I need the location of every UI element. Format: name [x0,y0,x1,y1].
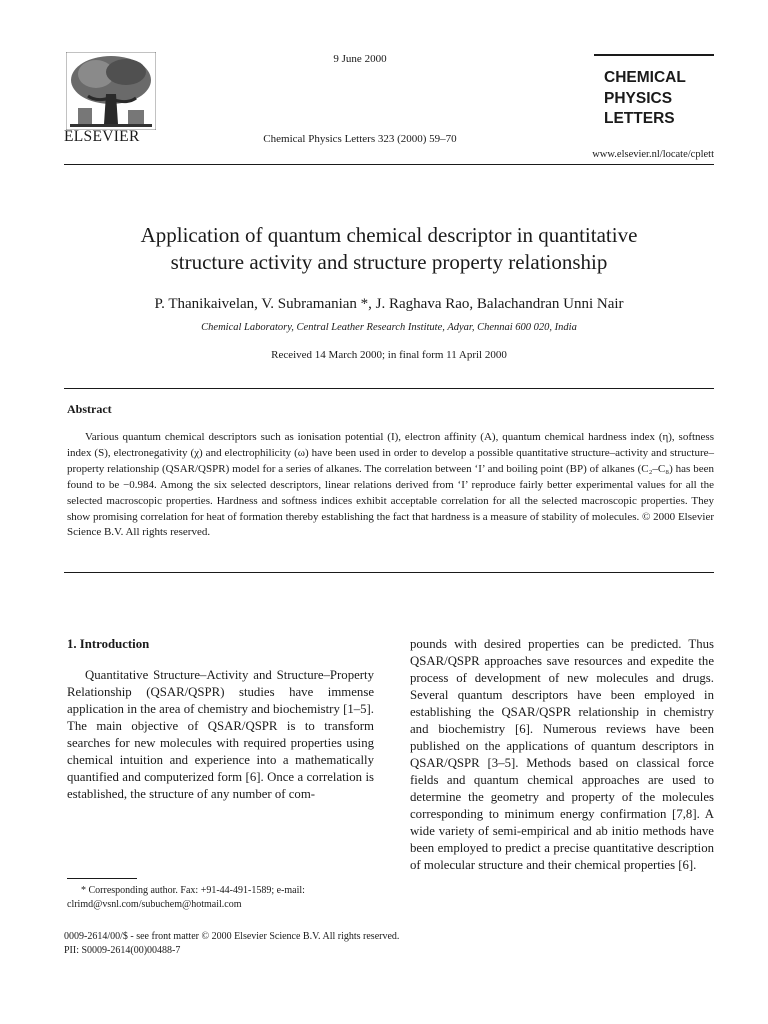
section-heading: 1. Introduction [67,637,150,651]
abstract-text: Various quantum chemical descriptors such as ionisation potential (I), electron affinity (A), quantum chemical hardness index (η), softness index (S), electronegativity (χ) and electrophilicity (ω) have been used in order to develop a possible quantitative structure–activity and structure–property relationship (QSAR/QSPR) model for a series of alkanes. The correlation between ‘I’ and boiling point (BP) of alkanes (C₂–C₈) has been found to be −0.984. Among the six selected descriptors, linear relations derived from ‘I’ reproduce fairly better experimental values for all the selected macroscopic properties. Hardness and softness indices exhibit acceptable correlation for all the selected macroscopic properties. They show promising correlation for heat of formation thereby establishing the fact that hardness is a measure of stability of molecules. © 2000 Elsevier Science B.V. All rights reserved. [67,431,714,539]
affiliation: Chemical Laboratory, Central Leather Research Institute, Adyar, Chennai 600 020, India [201,322,577,333]
journal-citation: Chemical Physics Letters 323 (2000) 59–70 [263,133,457,145]
intro-paragraph-right: pounds with desired properties can be predicted. Thus QSAR/QSPR approaches save resources and expedite the process of development of new molecules and drugs. Several quantum descriptors have been employed in establishing the QSAR/QSPR relationship in chemistry and biochemistry [6]. Numerous reviews have been published on the applications of quantum descriptors in QSAR/QSPR [3–5]. Methods based on classical force fields and quantum chemical approaches are used to determine the geometry and property of the molecules corresponding to minimum energy confirmation [7,8]. A wide variety of semi-empirical and ab initio methods have been employed to predict a precise quantitative description of molecular structure and their chemical properties [6]. [410,637,714,872]
journal-name-line: PHYSICS [604,89,673,107]
author-list: P. Thanikaivelan, V. Subramanian *, J. Raghava Rao, Balachandran Unni Nair [154,296,624,312]
header-divider [64,164,714,165]
footnote-divider [67,878,137,879]
pii-line: PII: S0009-2614(00)00488-7 [64,945,181,956]
abstract-heading: Abstract [67,402,112,416]
copyright-notice [64,930,399,958]
intro-paragraph-left: Quantitative Structure–Activity and Structure–Property Relationship (QSAR/QSPR) studies have immense application in the area of chemistry and biochemistry [1–5]. The main objective of QSAR/QSPR is to transform searches for new molecules with required properties using chemical intuition and experience into a mathematically quantified and computerized form [6]. Once a correlation is established, the structure of any number of com- [67,668,374,801]
journal-name-line: LETTERS [604,110,675,127]
title-line: Application of quantum chemical descriptor in quantitative [140,223,638,247]
journal-rule [594,54,714,56]
publisher-name: ELSEVIER [64,128,140,145]
footnote-email[interactable]: clrimd@vsnl.com/subuchem@hotmail.com [67,899,242,910]
abstract-top-divider [64,388,714,389]
left-column [67,636,374,803]
right-column [410,636,714,874]
journal-name-line: CHEMICAL [604,69,686,86]
received-dates: Received 14 March 2000; in final form 11 April 2000 [271,349,507,361]
journal-name [604,68,714,130]
elsevier-tree-logo [66,52,156,130]
corresponding-author-footnote [67,884,374,912]
copyright-line: 0009-2614/00/$ - see front matter © 2000 Elsevier Science B.V. All rights reserved. [64,931,400,942]
issue-date: 9 June 2000 [333,53,387,65]
title-line: structure activity and structure property relationship [170,250,608,274]
abstract-bottom-divider [64,572,714,573]
footnote-line: * Corresponding author. Fax: +91-44-491-1589; e-mail: [81,885,305,896]
journal-url[interactable]: www.elsevier.nl/locate/cplett [592,149,714,160]
article-title [64,222,714,276]
